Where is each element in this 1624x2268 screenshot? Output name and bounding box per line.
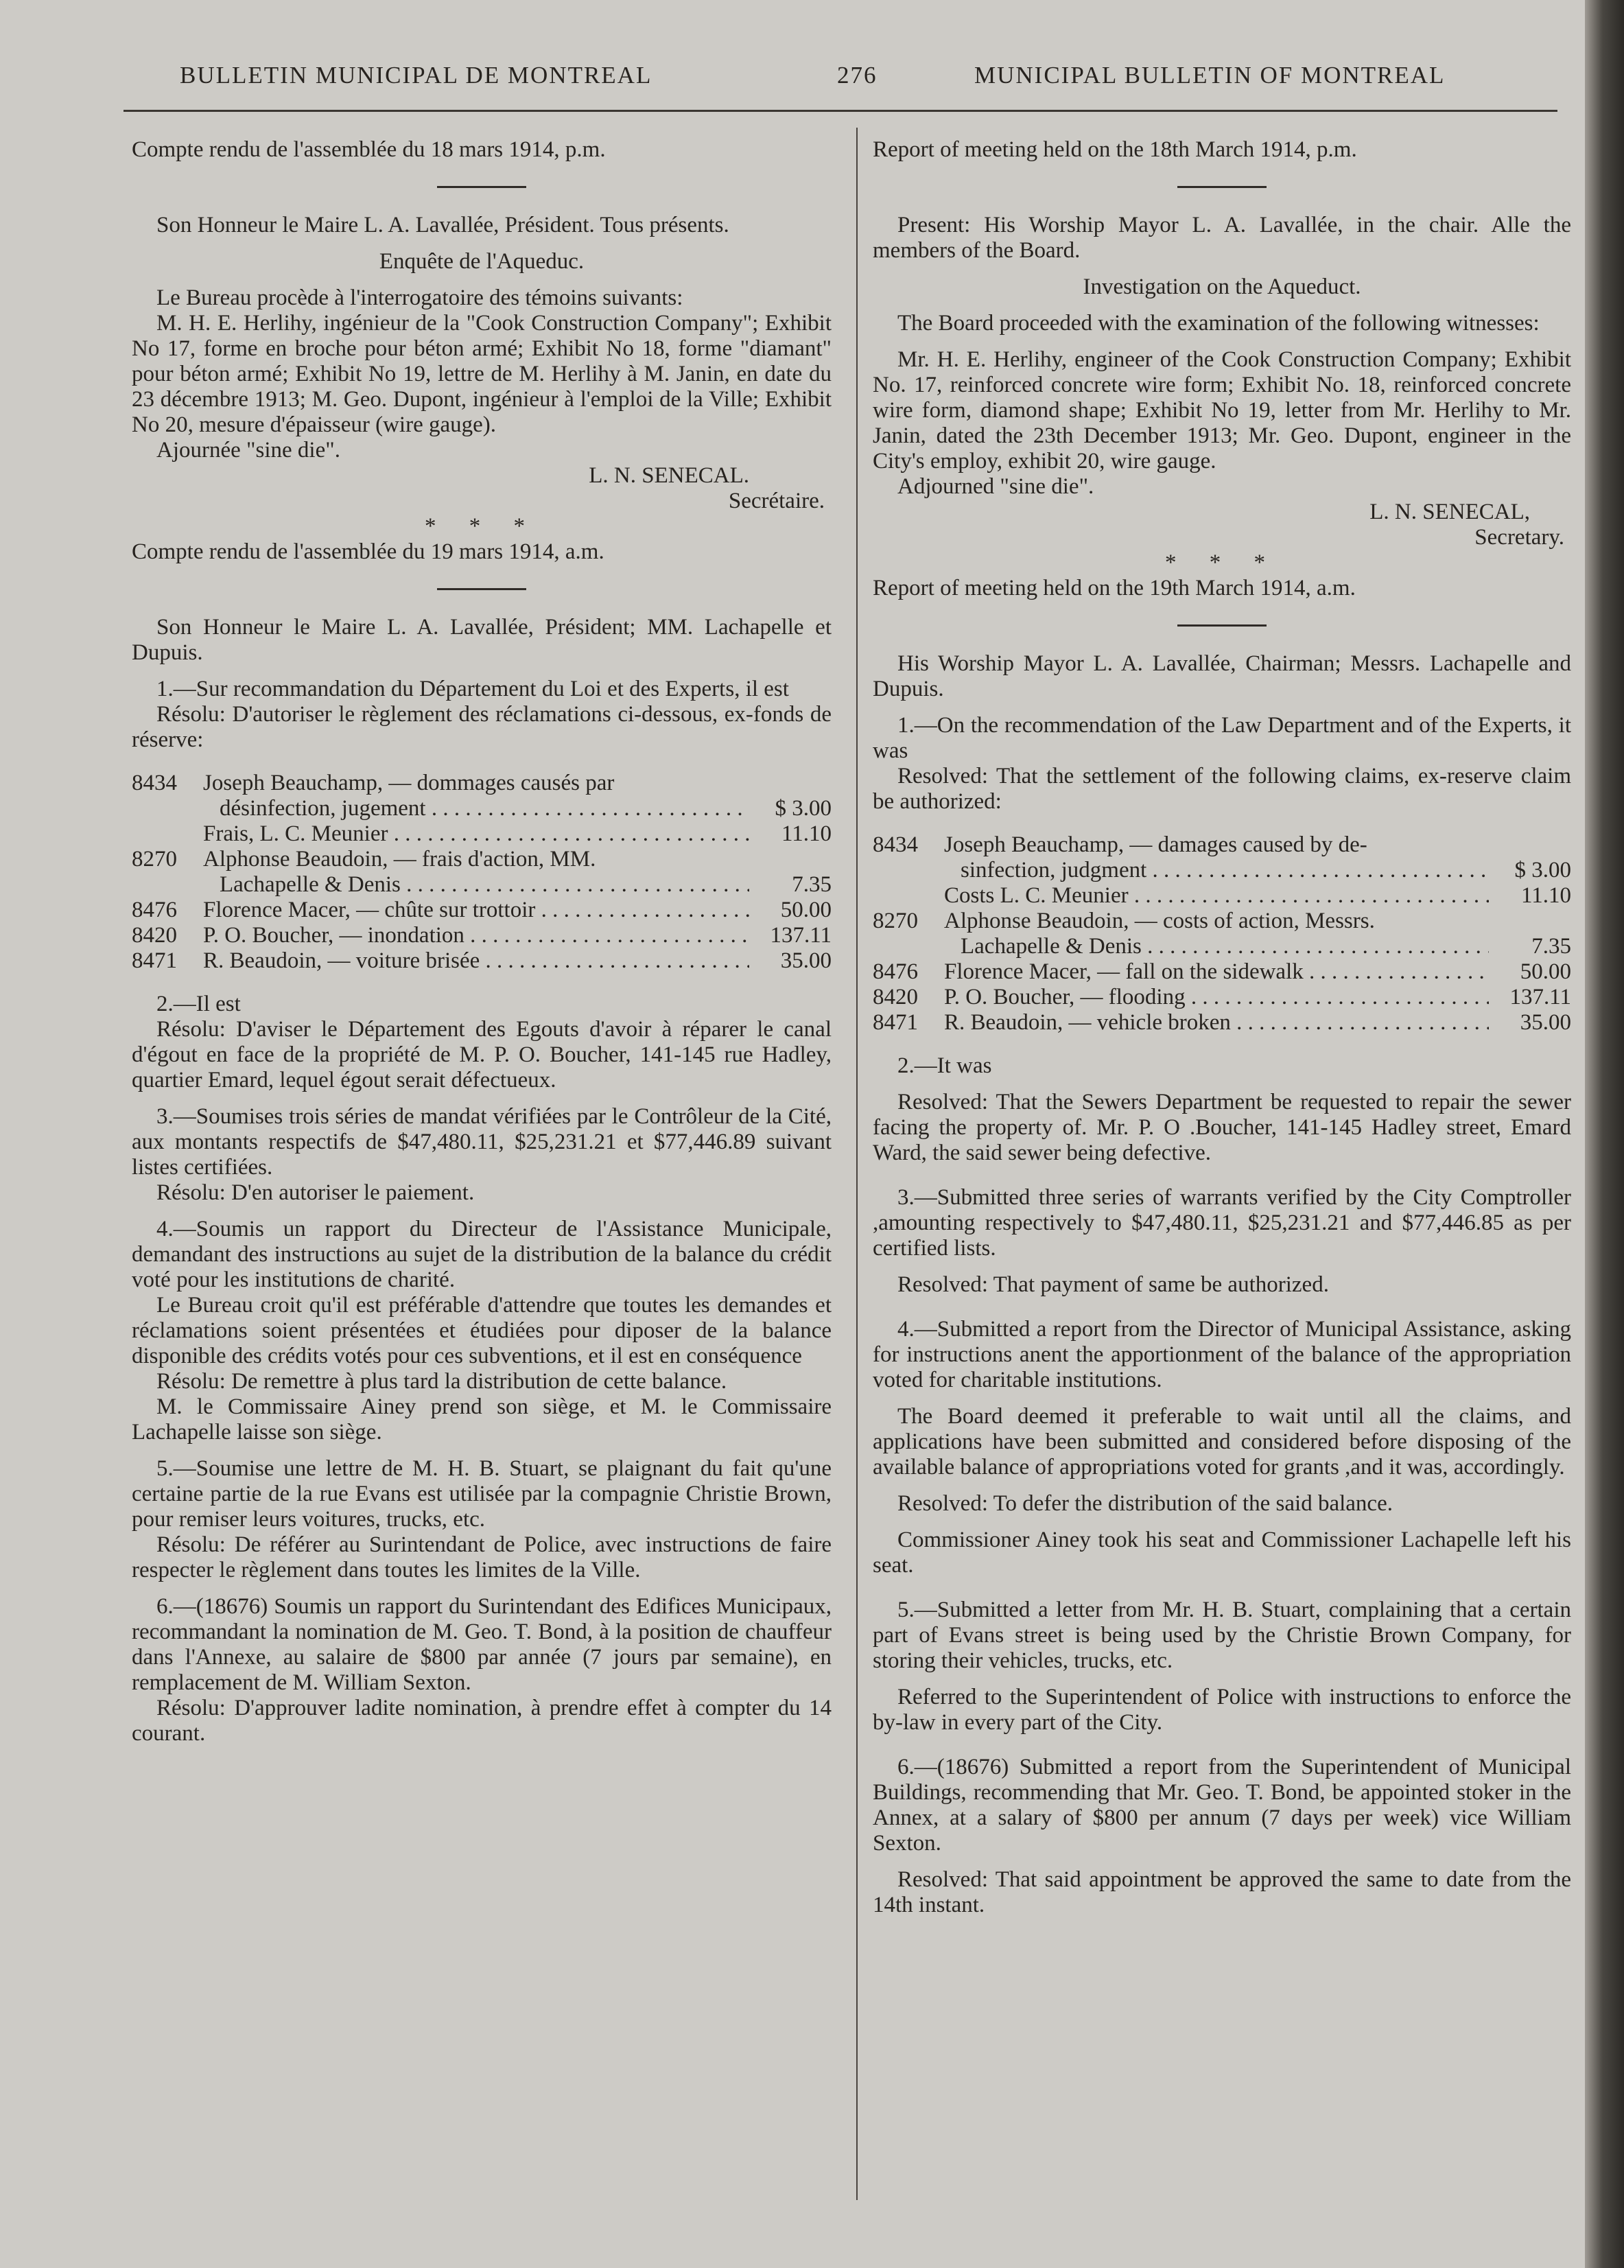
title-rule (1177, 186, 1267, 188)
running-head-english: MUNICIPAL BULLETIN OF MONTREAL (974, 62, 1446, 89)
meeting-1-present: Son Honneur le Maire L. A. Lavallée, Président. Tous présents. (156, 213, 729, 237)
claim-row: sinfection, judgment . . . $ 3.00 (873, 858, 1571, 883)
item-4-note: M. le Commissaire Ainey prend son siège, et M. le Commissaire Lachapelle laisse son siège. (132, 1394, 832, 1445)
item-6-text: 6.—(18676) Submitted a report from the Superintendent of Municipal Buildings, recommending that Mr. Geo. T. Bond, be appointed stoker in the Annex, at a salary of $800 per annum (7 days per week) vice William Sexton. (873, 1755, 1571, 1856)
claim-row: 8476 Florence Macer, — chûte sur trottoir . . . 50.00 (132, 898, 832, 923)
item-5-resolution: Résolu: De référer au Surintendant de Police, avec instructions de faire respecter le règlement dans toutes les limites de la Ville. (132, 1532, 832, 1582)
section-separator: * * * (1165, 550, 1279, 575)
meeting-1-adjourned: Ajournée "sine die". (156, 438, 340, 463)
item-1-resolution: Resolved: That the settlement of the following claims, ex-reserve claim be authorized: (873, 764, 1571, 814)
binding-spine (1585, 0, 1624, 2268)
signature-name: L. N. SENECAL. (589, 463, 749, 488)
item-3-text: 3.—Soumises trois séries de mandat vérifiées par le Contrôleur de la Cité, aux montants respectifs de $47,480.11, $25,231.21 et $77,446.89 suivant listes certifiées. (132, 1104, 832, 1180)
meeting-1-witnesses: Mr. H. E. Herlihy, engineer of the Cook Construction Company; Exhibit No. 17, reinforced concrete wire form; Exhibit No. 18, reinforced concrete wire form, diamond shape; Exhibit No 19, letter from Mr. Herlihy to Mr. Janin, dated the 23th December 1913; Mr. Geo. Dupont, engineer in the City's employ, exhibit 20, wire gauge. (873, 347, 1571, 474)
item-1-text: 1.—On the recommendation of the Law Department and of the Experts, it was (873, 713, 1571, 763)
claim-row: 8270 Alphonse Beaudoin, — costs of action, Messrs. (873, 909, 1375, 933)
item-5-text: 5.—Soumise une lettre de M. H. B. Stuart, se plaignant du fait qu'une certaine partie de la rue Evans est utilisée par la compagnie Christie Brown, pour remiser leurs voitures, trucks, etc. (132, 1456, 832, 1532)
item-6-text: 6.—(18676) Soumis un rapport du Surintendant des Edifices Municipaux, recommandant la nomination de M. Geo. T. Bond, à la position de chauffeur dans l'Annexe, au salaire de $800 par année (7 jours par semaine), en remplacement de M. William Sexton. (132, 1594, 832, 1695)
item-2-text: 2.—It was (897, 1053, 992, 1078)
item-1-text: 1.—Sur recommandation du Département du Loi et des Experts, il est (156, 677, 789, 701)
meeting-2-present: His Worship Mayor L. A. Lavallée, Chairman; Messrs. Lachapelle and Dupuis. (873, 651, 1571, 701)
claim-row: Lachapelle & Denis . . . 7.35 (873, 934, 1571, 959)
english-column (873, 137, 1571, 1918)
column-divider (856, 128, 858, 2200)
claim-row: Costs L. C. Meunier . . . 11.10 (873, 883, 1571, 909)
claim-row: 8434 Joseph Beauchamp, — damages caused by de- (873, 832, 1367, 857)
signature-name: L. N. SENECAL, (1369, 500, 1530, 524)
title-rule (1177, 624, 1267, 627)
meeting-2-present: Son Honneur le Maire L. A. Lavallée, Président; MM. Lachapelle et Dupuis. (132, 615, 832, 665)
meeting-1-present: Present: His Worship Mayor L. A. Lavallée, in the chair. Alle the members of the Board. (873, 213, 1571, 263)
item-4-text: 4.—Soumis un rapport du Directeur de l'Assistance Municipale, demandant des instructions au sujet de la distribution de la balance du crédit voté pour les institutions de charité. (132, 1217, 832, 1292)
title-rule (437, 186, 526, 188)
meeting-1-subtitle: Investigation on the Aqueduct. (1083, 274, 1361, 299)
item-3-resolution: Résolu: D'en autoriser le paiement. (156, 1180, 475, 1205)
claim-row: désinfection, jugement . . . $ 3.00 (132, 796, 832, 821)
item-6-resolution: Résolu: D'approuver ladite nomination, à prendre effet à compter du 14 courant. (132, 1696, 832, 1746)
claim-row: 8476 Florence Macer, — fall on the sidewalk . . . 50.00 (873, 959, 1571, 985)
meeting-2-title: Compte rendu de l'assemblée du 19 mars 1914, a.m. (132, 539, 604, 564)
meeting-1-witnesses: M. H. E. Herlihy, ingénieur de la "Cook Construction Company"; Exhibit No 17, forme en broche pour béton armé; Exhibit No 18, forme "diamant" pour béton armé; Exhibit No 19, lettre de M. Herlihy à M. Janin, en date du 23 décembre 1913; M. Geo. Dupont, ingénieur à l'emploi de la Ville; Exhibit No 20, mesure d'épaisseur (wire gauge). (132, 311, 832, 437)
item-5-text: 5.—Submitted a letter from Mr. H. B. Stuart, complaining that a certain part of Evans street is being used by the Christie Brown Company, for storing their vehicles, trucks, etc. (873, 1598, 1571, 1673)
item-5-resolution: Referred to the Superintendent of Police with instructions to enforce the by-law in every part of the City. (873, 1685, 1571, 1735)
claim-row: 8434 Joseph Beauchamp, — dommages causés par (132, 771, 615, 795)
claims-table (132, 771, 832, 974)
meeting-1-adjourned: Adjourned "sine die". (897, 474, 1094, 499)
title-rule (437, 588, 526, 590)
item-3-resolution: Resolved: That payment of same be authorized. (897, 1272, 1329, 1297)
signature-role: Secrétaire. (728, 489, 825, 513)
item-4-note: Commissioner Ainey took his seat and Commissioner Lachapelle left his seat. (873, 1528, 1571, 1578)
header-rule (123, 110, 1557, 112)
item-4-resolution: Resolved: To defer the distribution of the said balance. (897, 1491, 1393, 1516)
claim-row: 8471 R. Beaudoin, — vehicle broken . . . 35.00 (873, 1010, 1571, 1036)
page-number: 276 (837, 62, 878, 89)
item-4-paragraph: The Board deemed it preferable to wait until all the claims, and applications have been submitted and considered before disposing of the available balance of appropriations voted for grants ,and it was, accordingly. (873, 1404, 1571, 1480)
item-6-resolution: Resolved: That said appointment be approved the same to date from the 14th instant. (873, 1867, 1571, 1917)
item-4-resolution: Résolu: De remettre à plus tard la distribution de cette balance. (156, 1369, 727, 1394)
claim-row: Frais, L. C. Meunier . . . 11.10 (132, 821, 832, 847)
item-4-paragraph: Le Bureau croit qu'il est préférable d'attendre que toutes les demandes et réclamations soient présentées et étudiées pour diposer de la balance disponible des crédits votés pour ces subventions, et il est en conséquence (132, 1293, 832, 1368)
running-head-french: BULLETIN MUNICIPAL DE MONTREAL (180, 62, 652, 89)
item-3-text: 3.—Submitted three series of warrants verified by the City Comptroller ,amounting respectively to $47,480.11, $25,231.21 and $77,446.85 as per certified lists. (873, 1185, 1571, 1261)
signature-role: Secretary. (1474, 525, 1564, 550)
item-2-resolution: Résolu: D'aviser le Département des Egouts d'avoir à réparer le canal d'égout en face de la propriété de M. P. O. Boucher, 141-145 rue Hadley, quartier Emard, lequel égout serait défectueux. (132, 1017, 832, 1092)
meeting-1-title: Compte rendu de l'assemblée du 18 mars 1914, p.m. (132, 137, 606, 162)
claim-row: Lachapelle & Denis . . . 7.35 (132, 872, 832, 898)
claim-row: 8270 Alphonse Beaudoin, — frais d'action, MM. (132, 847, 596, 872)
meeting-1-paragraph: Le Bureau procède à l'interrogatoire des témoins suivants: (156, 285, 683, 310)
item-4-text: 4.—Submitted a report from the Director of Municipal Assistance, asking for instructions anent the apportionment of the balance of the appropriation voted for charitable institutions. (873, 1317, 1571, 1392)
claim-row: 8420 P. O. Boucher, — inondation . . . 137.11 (132, 923, 832, 948)
meeting-2-title: Report of meeting held on the 19th March 1914, a.m. (873, 576, 1356, 600)
meeting-1-title: Report of meeting held on the 18th March 1914, p.m. (873, 137, 1357, 162)
french-column (132, 137, 832, 1746)
item-2-text: 2.—Il est (156, 992, 241, 1016)
item-2-resolution: Resolved: That the Sewers Department be requested to repair the sewer facing the property of. Mr. P. O .Boucher, 141-145 Hadley street, Emard Ward, the said sewer being defective. (873, 1090, 1571, 1165)
meeting-1-subtitle: Enquête de l'Aqueduc. (379, 249, 585, 274)
claims-table (873, 832, 1571, 1036)
meeting-1-paragraph: The Board proceeded with the examination of the following witnesses: (897, 311, 1540, 336)
item-1-resolution: Résolu: D'autoriser le règlement des réclamations ci-dessous, ex-fonds de réserve: (132, 702, 832, 752)
claim-row: 8420 P. O. Boucher, — flooding . . . 137.11 (873, 985, 1571, 1010)
section-separator: * * * (425, 514, 539, 539)
claim-row: 8471 R. Beaudoin, — voiture brisée . . . 35.00 (132, 948, 832, 974)
